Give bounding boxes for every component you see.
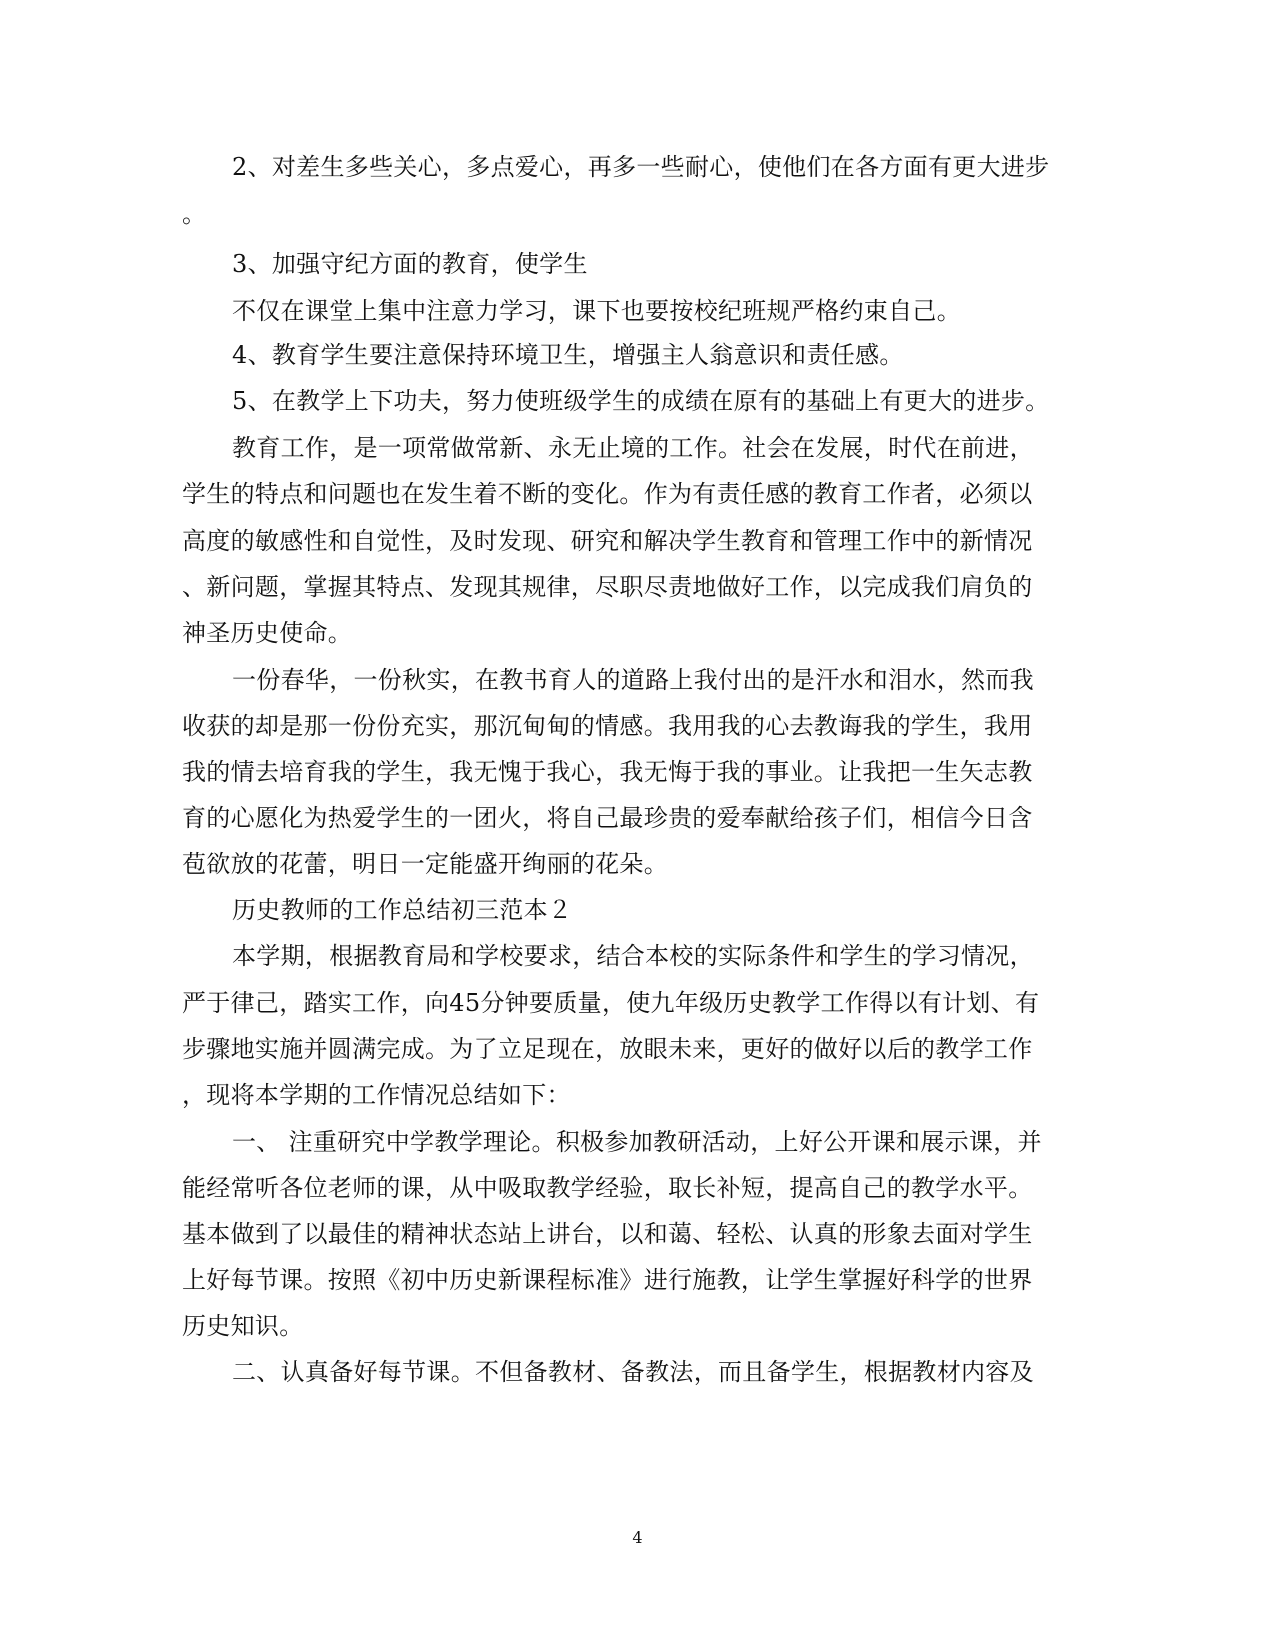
text-line: 学生的特点和问题也在发生着不断的变化。作为有责任感的教育工作者，必须以 xyxy=(182,480,1033,508)
section-heading: 历史教师的工作总结初三范本２ xyxy=(232,896,573,924)
text-line: 2、对差生多些关心，多点爱心，再多一些耐心，使他们在各方面有更大进步 xyxy=(232,153,1050,181)
text-line: 不仅在课堂上集中注意力学习，课下也要按校纪班规严格约束自己。 xyxy=(232,297,961,325)
text-line: 一份春华，一份秋实，在教书育人的道路上我付出的是汗水和泪水，然而我 xyxy=(232,666,1034,694)
text-line: 能经常听各位老师的课，从中吸取教学经验，取长补短，提高自己的教学水平。 xyxy=(182,1174,1033,1202)
text-line: 3、加强守纪方面的教育，使学生 xyxy=(232,250,588,278)
text-line: 历史知识。 xyxy=(182,1312,304,1340)
page-number: 4 xyxy=(632,1528,643,1547)
text-line: 4、教育学生要注意保持环境卫生，增强主人翁意识和责任感。 xyxy=(232,341,904,369)
text-line: 上好每节课。按照《初中历史新课程标准》进行施教，让学生掌握好科学的世界 xyxy=(182,1266,1033,1294)
text-line: 育的心愿化为热爱学生的一团火，将自己最珍贵的爱奉献给孩子们，相信今日含 xyxy=(182,804,1033,832)
text-line: 。 xyxy=(182,200,207,228)
text-line: 神圣历史使命。 xyxy=(182,619,353,647)
text-line: 教育工作，是一项常做常新、永无止境的工作。社会在发展，时代在前进， xyxy=(232,434,1034,462)
text-line: 我的情去培育我的学生，我无愧于我心，我无悔于我的事业。让我把一生矢志教 xyxy=(182,758,1033,786)
text-line: ，现将本学期的工作情况总结如下： xyxy=(182,1081,571,1109)
text-line: 步骤地实施并圆满完成。为了立足现在，放眼未来，更好的做好以后的教学工作 xyxy=(182,1035,1033,1063)
text-line: 高度的敏感性和自觉性，及时发现、研究和解决学生教育和管理工作中的新情况 xyxy=(182,527,1033,555)
text-line: 基本做到了以最佳的精神状态站上讲台，以和蔼、轻松、认真的形象去面对学生 xyxy=(182,1220,1033,1248)
text-line: 一、 注重研究中学教学理论。积极参加教研活动，上好公开课和展示课，并 xyxy=(232,1128,1042,1156)
text-line: 严于律己，踏实工作，向45分钟要质量，使九年级历史教学工作得以有计划、有 xyxy=(182,989,1040,1017)
text-line: 、新问题，掌握其特点、发现其规律，尽职尽责地做好工作，以完成我们肩负的 xyxy=(182,573,1033,601)
text-line: 5、在教学上下功夫，努力使班级学生的成绩在原有的基础上有更大的进步。 xyxy=(232,387,1050,415)
text-line: 二、认真备好每节课。不但备教材、备教法，而且备学生，根据教材内容及 xyxy=(232,1358,1034,1386)
text-line: 本学期，根据教育局和学校要求，结合本校的实际条件和学生的学习情况， xyxy=(232,942,1034,970)
text-line: 收获的却是那一份份充实，那沉甸甸的情感。我用我的心去教诲我的学生，我用 xyxy=(182,712,1033,740)
text-line: 苞欲放的花蕾，明日一定能盛开绚丽的花朵。 xyxy=(182,850,668,878)
